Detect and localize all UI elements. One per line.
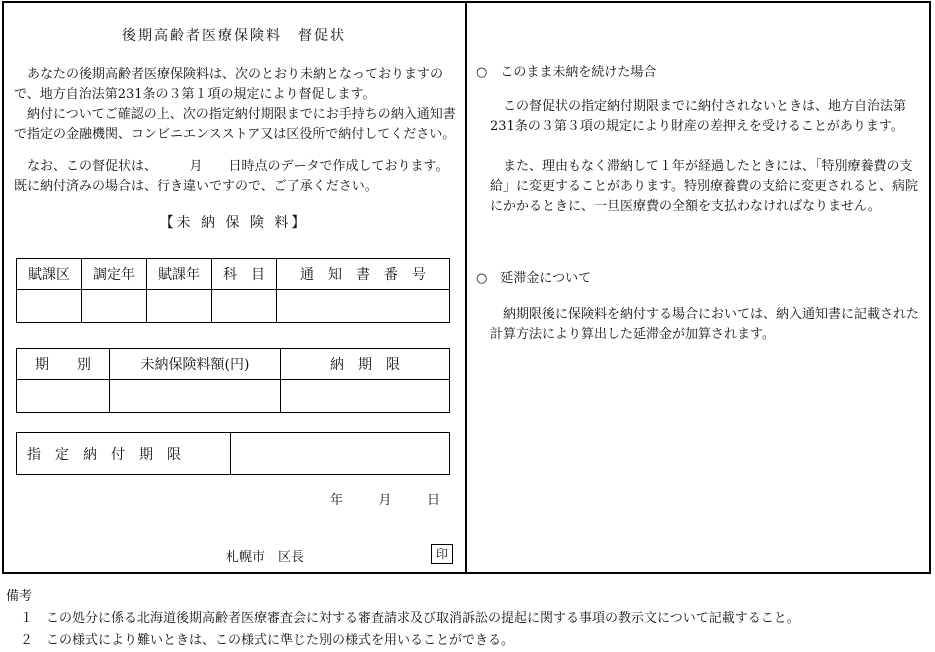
column-divider bbox=[465, 1, 467, 574]
special-care-paragraph: また、理由もなく滞納して１年が経過したときには、「特別療養費の支給」に変更することがあります。特別療養費の支給に変更されると、病院にかかるときに、一旦医療費の全額を支払わなければなりません。 bbox=[490, 159, 918, 214]
remarks-title: 備考 bbox=[6, 589, 33, 604]
late-fee-paragraph: 納期限後に保険料を納付する場合においては、納入通知書に記載された計算方法により算出した延滞金が加算されます。 bbox=[490, 307, 920, 342]
remarks bbox=[6, 586, 926, 652]
intro-paragraph: あなたの後期高齢者医療保険料は、次のとおり未納となっておりますので、地方自治法第231条の３第１項の規定により督促します。 bbox=[14, 67, 444, 102]
date-month: 月 bbox=[378, 493, 392, 508]
right-panel bbox=[470, 3, 928, 573]
continued-nonpayment-heading: ○ このまま未納を続けた場合 bbox=[476, 65, 657, 80]
col-due-date: 納 期 限 bbox=[281, 349, 450, 380]
col-period: 期 別 bbox=[17, 349, 110, 380]
date-day: 日 bbox=[426, 493, 440, 508]
seal-stamp: 印 bbox=[431, 544, 453, 564]
note-paragraph: なお、この督促状は、 月 日時点のデータで作成しております。既に納付済みの場合は、行き違いですので、ご了承ください。 bbox=[14, 159, 449, 194]
col-notice-number: 通 知 書 番 号 bbox=[277, 259, 450, 290]
unpaid-section-heading: 【未 納 保 険 料】 bbox=[159, 215, 309, 231]
remark-2: ２ この様式により難いときは、この様式に準じた別の様式を用いることができる。 bbox=[20, 633, 515, 648]
designated-deadline-value bbox=[231, 433, 450, 475]
date-year: 年 bbox=[330, 493, 344, 508]
issue-date bbox=[330, 489, 440, 508]
notice-table bbox=[16, 258, 450, 323]
remark-1: １ この処分に係る北海道後期高齢者医療審査会に対する審査請求及び取消訴訟の提起に関する事項の教示文について記載すること。 bbox=[20, 611, 800, 626]
col-subject: 科 目 bbox=[212, 259, 277, 290]
left-panel bbox=[4, 3, 464, 573]
designated-deadline-label: 指 定 納 付 期 限 bbox=[17, 433, 231, 475]
col-assessment-year: 賦課年 bbox=[147, 259, 212, 290]
col-determination-year: 調定年 bbox=[82, 259, 147, 290]
designated-deadline-table bbox=[16, 432, 450, 475]
late-fee-heading: ○ 延滞金について bbox=[476, 271, 592, 286]
payment-paragraph: 納付についてご確認の上、次の指定納付期限までにお手持ちの納入通知書で指定の金融機関、コンビニエンスストア又は区役所で納付してください。 bbox=[14, 107, 456, 142]
issuer-name: 札幌市 区長 bbox=[226, 550, 305, 565]
unpaid-amount-table bbox=[16, 348, 450, 413]
col-unpaid-amount: 未納保険料額(円) bbox=[110, 349, 281, 380]
col-assessment-ward: 賦課区 bbox=[17, 259, 82, 290]
seizure-paragraph: この督促状の指定納付期限までに納付されないときは、地方自治法第231条の３第３項の規定により財産の差押えを受けることがあります。 bbox=[490, 99, 907, 134]
document-title: 後期高齢者医療保険料 督促状 bbox=[122, 28, 346, 44]
